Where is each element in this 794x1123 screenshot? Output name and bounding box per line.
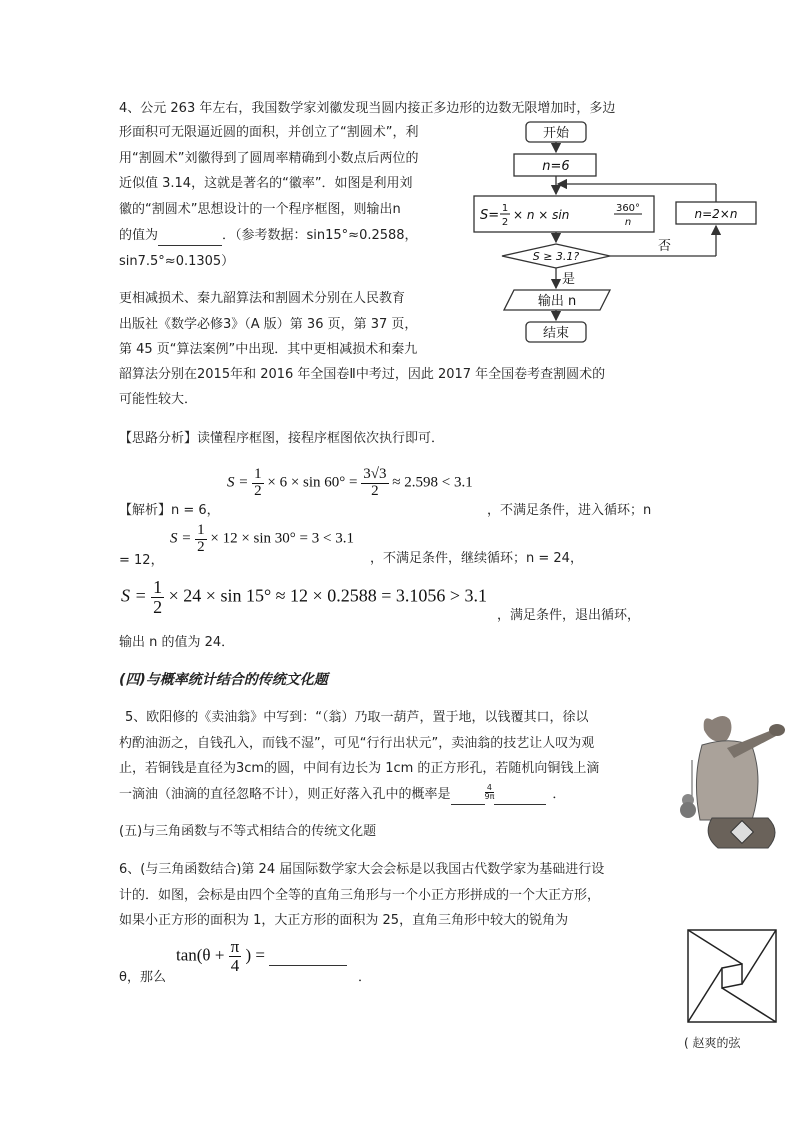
q5-line-2: 杓酌油沥之，自钱孔入，而钱不湿”，可见“行行出状元”，卖油翁的技艺让人叹为观 [119,736,595,751]
q4-line-2: 形面积可无限逼近圆的面积，并创立了“割圆术”，利 [119,125,419,140]
flow-yes-label: 是 [562,272,576,287]
q6-line-1: 6、(与三角函数结合)第 24 届国际数学家大会会标是以我国古代数学家为基础进行设 [119,862,605,877]
q6-answer-blank[interactable] [269,945,347,966]
q4-line-3: 用“割圆术”刘徽得到了圆周率精确到小数点后两位的 [119,151,419,166]
equation-3-half: $\frac{1}{2}$ [153,577,163,617]
q4-line-6 [119,227,418,246]
flow-end-label: 结束 [542,326,570,341]
q5-line-4: 一滴油（油滴的直径忽略不计），则正好落入孔中的概率是 $\frac{4}{9\pi}$ ． [119,786,565,805]
flow-formula-angle-den: n [624,217,632,228]
q4-line-4: 近似值 3.14，这就是著名的“徽率”．如图是利用刘 [119,176,413,191]
q4-note-3: 第 45 页“算法案例”中出现．其中更相减损术和秦九 [119,342,418,357]
q4-line-5: 徽的“割圆术”思想设计的一个程序框图，则输出n [119,202,401,217]
section-4-title: (四)与概率统计结合的传统文化题 [119,672,328,688]
equation-2-half: $\frac{1}{2}$ [197,522,205,555]
flow-condition-label: S ≥ 3.1? [532,250,580,263]
zhao-shuang-diagram [684,926,780,1028]
flow-output-label: 输出 n [537,294,577,309]
q4-answer-prefix: 的值为 [119,228,159,243]
q5-line-3: 止，若铜钱是直径为3cm的圆，中间有边长为 1cm 的正方形孔，若随机向铜钱上滴 [119,761,600,776]
oil-seller-illustration [672,700,794,850]
q6-line-4-end: ． [358,970,372,985]
q4-note-2: 出版社《数学必修3》（A 版）第 36 页，第 37 页， [119,317,418,332]
equation-1-half: $\frac{1}{2}$ [254,466,262,499]
flow-formula-prefix: S= [480,208,500,223]
tan-expression: tan(θ + $\frac{\pi}{4}$ ) = [176,938,347,975]
flow-formula-mid: × n × sin [513,208,570,222]
solution-line-2-tail: ，不满足条件，继续循环；n = 24， [370,551,583,566]
q4-line-1: 4、公元 263 年左右，我国数学家刘徽发现当圆内接正多边形的边数无限增加时，多边 [119,101,616,116]
q6-line-2: 计的．如图，会标是由四个全等的直角三角形与一个小正方形拼成的一个大正方形， [119,888,601,903]
q4-note-1: 更相减损术、秦九韶算法和割圆术分别在人民教育 [119,291,406,306]
equation-1-fraction: $\frac{3√3}{2}$ [363,466,387,499]
section-5-title: (五)与三角函数与不等式相结合的传统文化题 [119,824,377,839]
q4-line-7: sin7.5°≈0.1305） [119,254,235,269]
equation-2: S = $\frac{1}{2}$ × 12 × sin 30° = 3 < 3.1 [170,522,354,555]
q5-answer-blank[interactable] [494,786,546,805]
flow-update-label: n=2×n [694,207,738,221]
equation-1: S = $\frac{1}{2}$ × 6 × sin 60° = $\frac{3√3}{2}$ ≈ 2.598 < 3.1 [227,466,473,499]
q5-line-1: 5、欧阳修的《卖油翁》中写到：“（翁）乃取一葫芦，置于地，以钱覆其口，徐以 [125,710,589,725]
q4-note-5: 可能性较大． [119,392,198,407]
flow-start-label: 开始 [542,126,570,141]
flow-formula-half-den: 2 [501,217,509,228]
diagram-caption: ( 赵爽的弦 [684,1036,741,1050]
flow-formula-half-num: 1 [501,203,509,214]
solution-line-2: = 12， [119,553,164,568]
pi-over-four: $\frac{\pi}{4}$ [230,937,240,975]
flow-formula-angle-num: 360° [615,203,641,214]
q5-answer: $\frac{4}{9\pi}$ [484,783,495,802]
equation-3: S = $\frac{1}{2}$ × 24 × sin 15° ≈ 12 × 0.2588 = 3.1056 > 3.1 [121,577,487,617]
q6-line-4: θ，那么 [119,970,166,985]
flow-init-label: n=6 [542,159,570,174]
q4-note-4: 韶算法分别在2015年和 2016 年全国卷Ⅱ中考过，因此 2017 年全国卷考查割圆术的 [119,367,606,382]
solution-line-1: 【解析】n = 6， [119,503,220,518]
solution-conclusion: 输出 n 的值为 24． [119,635,235,650]
q6-line-3: 如果小正方形的面积为 1，大正方形的面积为 25，直角三角形中较大的锐角为 [119,913,569,928]
flow-no-label: 否 [658,239,672,254]
solution-line-3-tail: ，满足条件，退出循环， [497,608,641,623]
q4-answer-blank[interactable] [158,227,222,246]
analysis-line: 【思路分析】读懂程序框图，接程序框图依次执行即可． [119,431,445,446]
flowchart [470,118,770,348]
q4-reference-data: ．（参考数据：sin15°≈0.2588， [222,228,418,243]
solution-line-1-tail: ，不满足条件，进入循环；n [487,503,652,518]
